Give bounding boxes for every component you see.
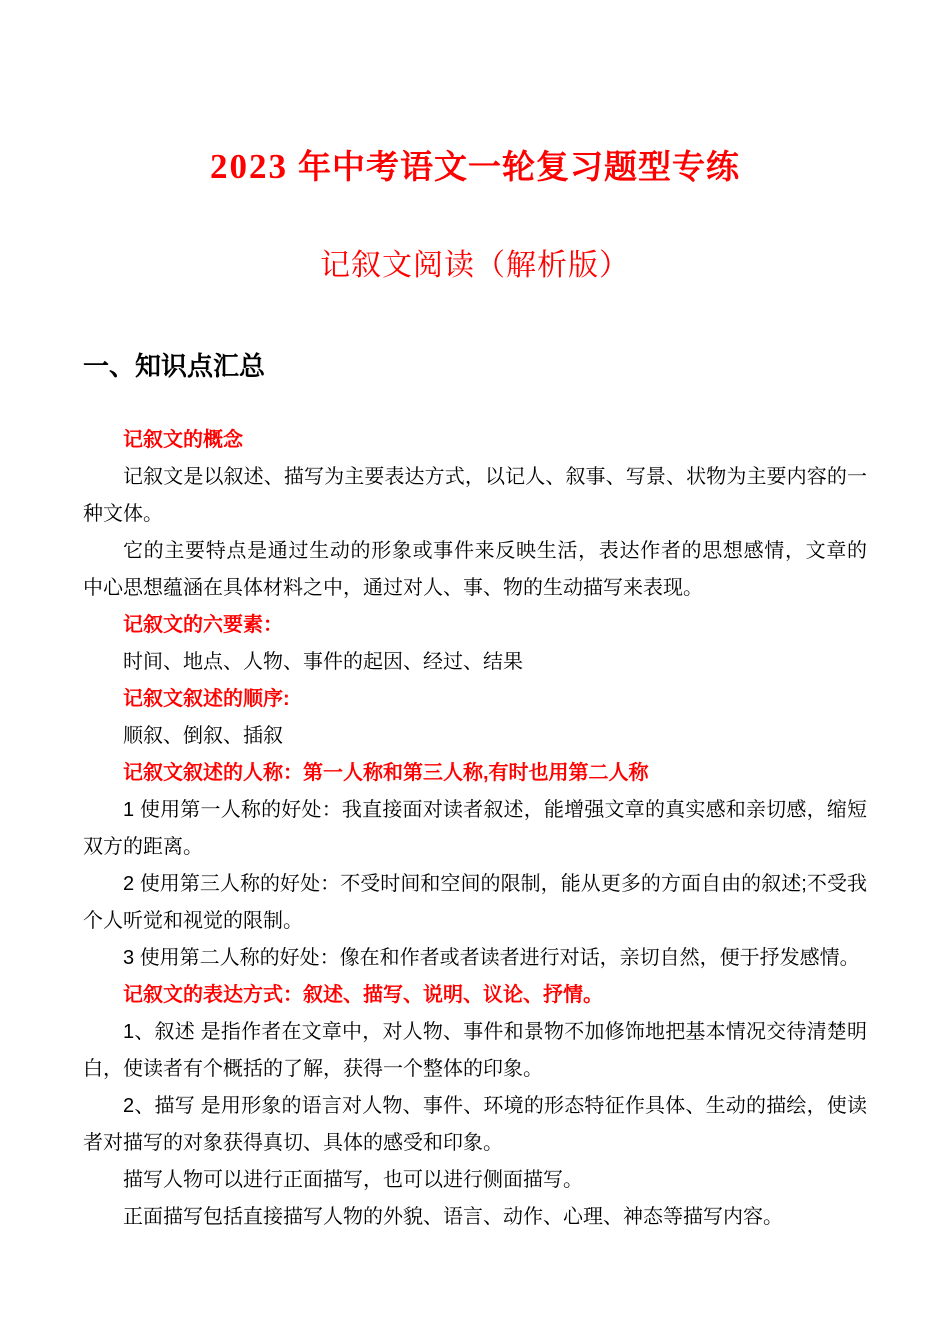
title-text: 年中考语文一轮复习题型专练 [298,148,740,185]
red-subheading: 记叙文的表达方式：叙述、描写、说明、议论、抒情。 [123,983,603,1006]
title-year: 2023 [210,147,288,186]
document-subtitle: 记叙文阅读（解析版） [320,249,630,282]
content-body [83,422,867,1236]
paragraph: 正面描写包括直接描写人物的外貌、语言、动作、心理、神态等描写内容。 [123,1205,783,1228]
document-title [83,146,867,188]
paragraph: 顺叙、倒叙、插叙 [123,724,283,747]
paragraph: 它的主要特点是通过生动的形象或事件来反映生活，表达作者的思想感情，文章的 中心思想蕴涵在具体材料之中，通过对人、事、物的生动描写来表现。 [83,539,867,599]
red-subheading: 记叙文叙述的人称：第一人称和第三人称,有时也用第二人称 [123,761,649,784]
paragraph: 描写人物可以进行正面描写，也可以进行侧面描写。 [123,1168,583,1191]
paragraph: 记叙文是以叙述、描写为主要表达方式，以记人、叙事、写景、状物为主要内容的一种文体。 [83,465,867,525]
paragraph: 1 使用第一人称的好处：我直接面对读者叙述，能增强文章的真实感和亲切感，缩短双方的距离。 [83,798,867,858]
paragraph: 2、描写 是用形象的语言对人物、事件、环境的形态特征作具体、生动的描绘，使读者对描写的对象获得真切、具体的感受和印象。 [83,1094,867,1154]
red-subheading: 记叙文的六要素： [123,613,283,636]
paragraph: 2 使用第三人称的好处：不受时间和空间的限制，能从更多的方面自由的叙述;不受我个人听觉和视觉的限制。 [83,872,867,932]
red-subheading: 记叙文的概念 [123,428,243,451]
paragraph: 3 使用第二人称的好处：像在和作者或者读者进行对话，亲切自然，便于抒发感情。 [123,946,860,969]
red-subheading: 记叙文叙述的顺序: [123,687,290,710]
paragraph: 时间、地点、人物、事件的起因、经过、结果 [123,650,523,673]
paragraph: 1、叙述 是指作者在文章中，对人物、事件和景物不加修饰地把基本情况交待清楚明白，使读者有个概括的了解，获得一个整体的印象。 [83,1020,867,1080]
section-heading: 一、知识点汇总 [83,350,266,381]
